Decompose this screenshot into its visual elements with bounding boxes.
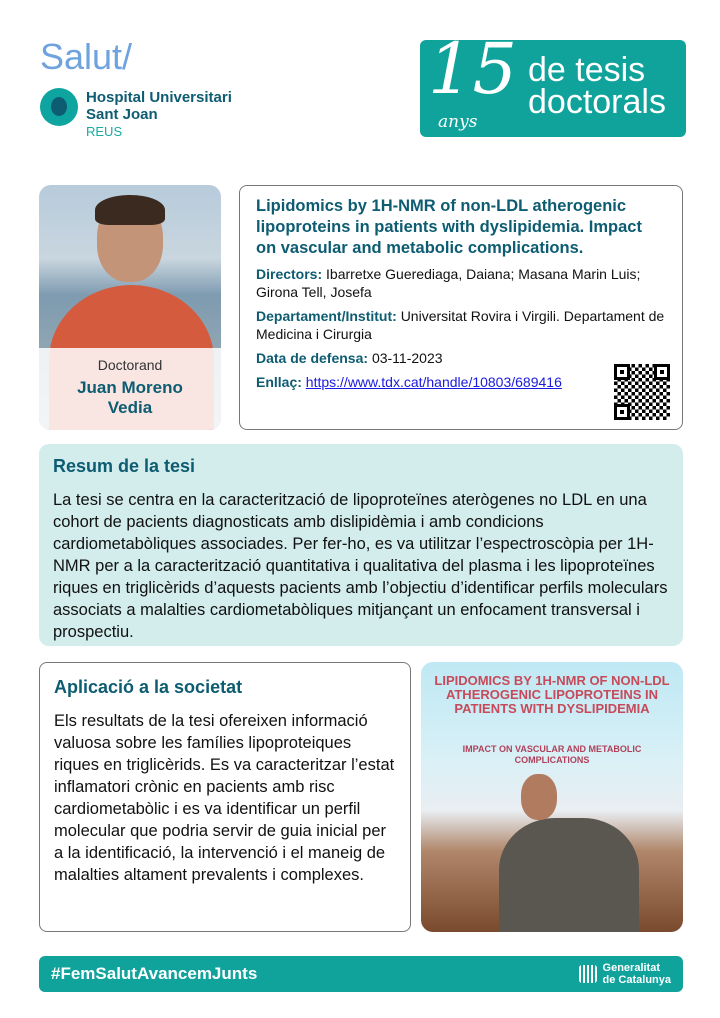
conference-photo (421, 662, 683, 932)
qr-code-icon (614, 364, 670, 420)
hospital-logo-icon (40, 88, 78, 126)
anniversary-number: 15 (428, 28, 518, 110)
hospital-city: REUS (86, 124, 123, 139)
anniversary-badge (420, 28, 686, 137)
candidate-role: Doctorand (97, 357, 163, 373)
hospital-name-line2: Sant Joan (86, 106, 158, 123)
anniversary-line1: de tesis (528, 51, 646, 89)
slide-title: LIPIDOMICS BY 1H-NMR OF NON-LDL ATHEROGENIC LIPOPROTEINS IN PATIENTS WITH DYSLIPIDEMIA (434, 673, 670, 716)
link-label: Enllaç: (256, 374, 302, 390)
summary-section (39, 444, 683, 646)
thesis-title: Lipidomics by 1H-NMR of non-LDL atherogenic lipoproteins in patients with dyslipidemia. Impact on vascular and metabolic complications. (256, 197, 642, 257)
candidate-photo (39, 185, 221, 430)
thesis-info-card (239, 185, 683, 430)
slide-subtitle: IMPACT ON VASCULAR AND METABOLIC COMPLICATIONS (462, 744, 642, 765)
department-label: Departament/Institut: (256, 308, 397, 324)
candidate-name-line1: Juan Moreno (77, 378, 183, 397)
candidate-name-line2: Vedia (107, 398, 153, 417)
hospital-name (86, 89, 232, 123)
defense-date-label: Data de defensa: (256, 350, 369, 366)
defense-date-value: 03-11-2023 (371, 350, 443, 366)
department (256, 307, 666, 343)
summary-text: La tesi se centra en la caracterització de lipoproteïnes aterògenes no LDL en una cohort de pacients diagnosticats amb dislipidèmia i amb condicions cardiometabòliques associades. Per fer-ho, es va utilitzar l’espectroscòpia per 1H-NMR per a la caracterització quantitativa i qualitativa del plasma i les lipoproteïnes riques en triglicèrids d’aquests pacients amb l’objectiu d’identificar perfils moleculars associats a malalties cardiometabòliques mitjançant un enfocament transversal i prospectiu. (53, 491, 668, 641)
candidate-name (39, 378, 221, 418)
footer-bar (39, 956, 683, 992)
salut-logo: Salut/ (40, 36, 133, 77)
generalitat-logo (579, 962, 671, 986)
link (256, 373, 666, 391)
hospital-name-line1: Hospital Universitari (86, 89, 232, 106)
generalitat-icon (579, 965, 597, 983)
candidate-caption (39, 348, 221, 430)
thesis-link[interactable]: https://www.tdx.cat/handle/10803/689416 (305, 374, 562, 390)
summary-heading: Resum de la tesi (53, 456, 196, 476)
gov-line1: Generalitat (602, 962, 660, 974)
application-text: Els resultats de la tesi ofereixen informació valuosa sobre les famílies lipoproteiques riques en triglicèrids. Es va caracteritzar l’estat inflamatori crònic en pacients amb risc cardiometabòlic i es va identificar un perfil molecular que podria servir de guia inicial per a la identificació, la intervenció i el maneig de malalties altament prevalents i complexes. (54, 712, 395, 884)
directors (256, 265, 666, 301)
application-heading: Aplicació a la societat (54, 677, 243, 697)
directors-value: Ibarretxe Guerediaga, Daiana; Masana Marin Luis; Girona Tell, Josefa (256, 266, 641, 300)
hashtag: #FemSalutAvancemJunts (51, 964, 258, 983)
anniversary-anys: anys (438, 112, 478, 132)
gov-line2: de Catalunya (602, 974, 671, 986)
defense-date (256, 349, 666, 367)
department-value: Universitat Rovira i Virgili. Departament de Medicina i Cirurgia (256, 308, 665, 342)
directors-label: Directors: (256, 266, 323, 282)
application-section (39, 662, 411, 932)
anniversary-line2: doctorals (528, 83, 666, 121)
